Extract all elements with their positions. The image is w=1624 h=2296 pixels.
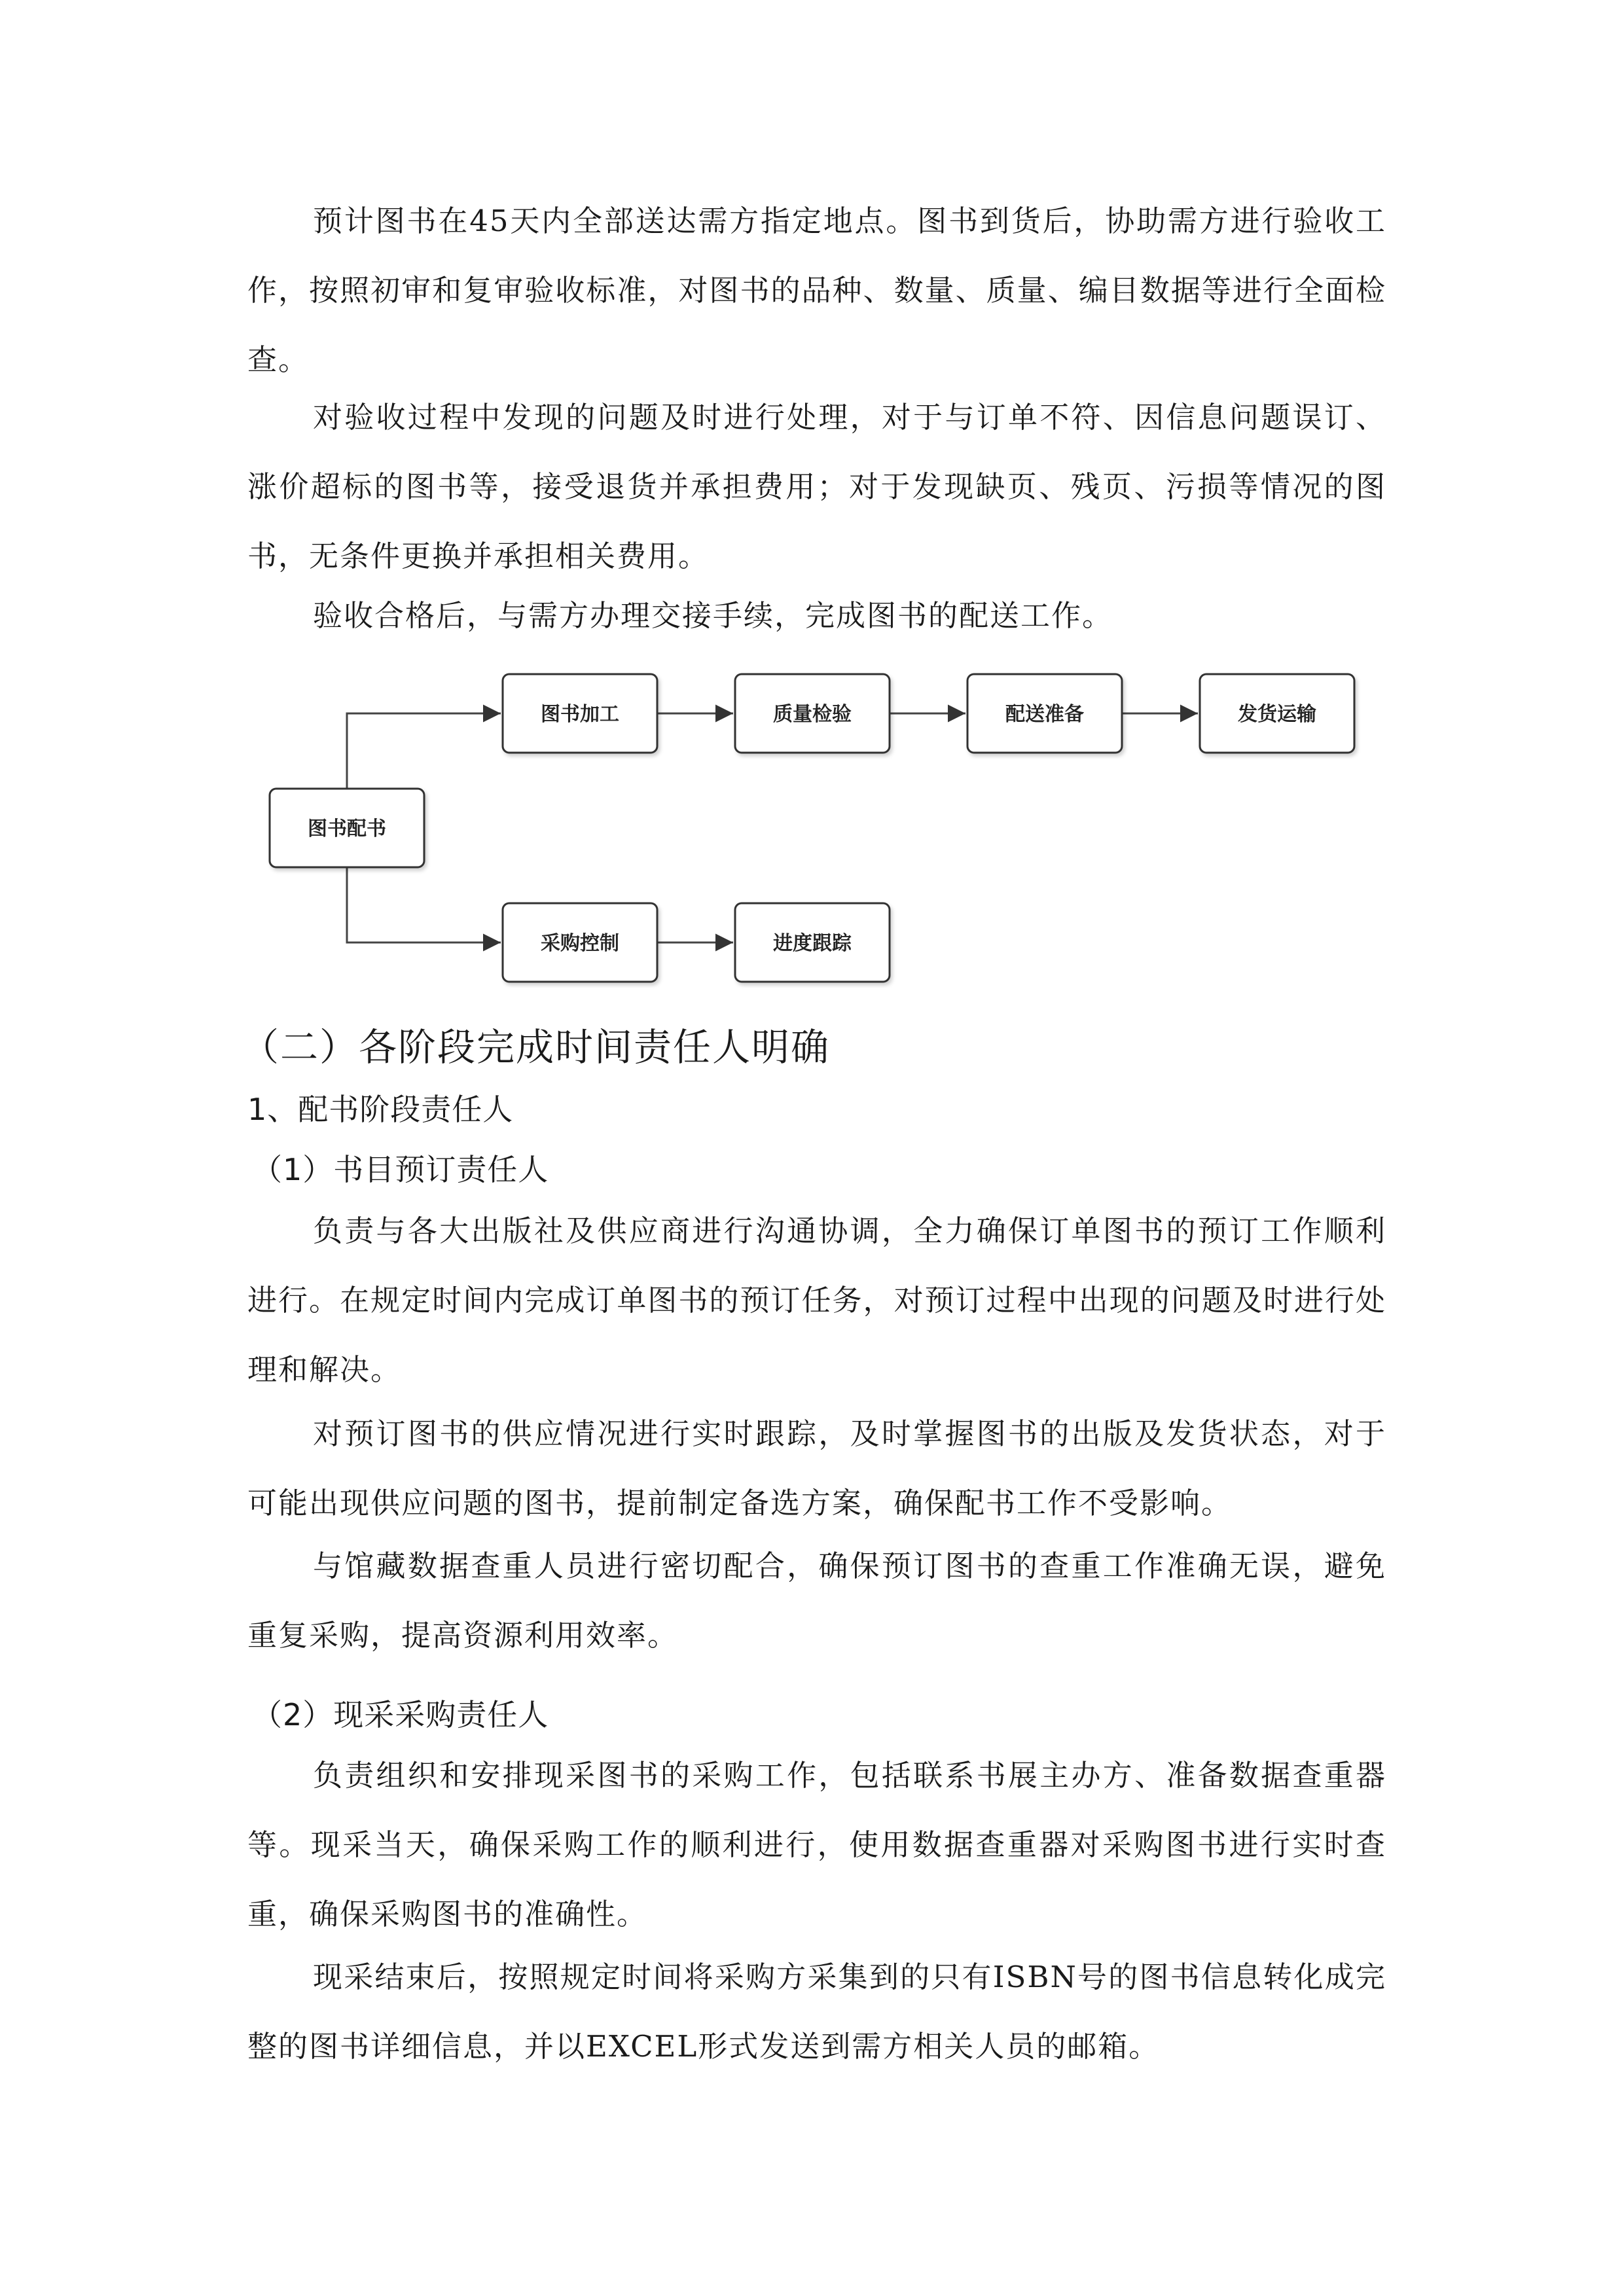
flow-node-root-label: 图书配书 (308, 817, 386, 840)
item-2-heading: （2）现采采购责任人 (252, 1697, 549, 1732)
subsection-heading: 1、配书阶段责任人 (247, 1092, 514, 1127)
book-distribution-flowchart (262, 661, 1375, 1001)
flow-node-shipping (1200, 674, 1354, 753)
item-1-paragraph-1: 负责与各大出版社及供应商进行沟通协调，全力确保订单图书的预订工作顺利进行。在规定时间内完成订单图书的预订任务，对预订过程中出现的问题及时进行处理和解决。 (247, 1213, 1386, 1387)
flow-node-inspection (735, 674, 890, 753)
flow-node-tracking-label: 进度跟踪 (773, 932, 852, 955)
flow-node-inspection-label: 质量检验 (773, 703, 852, 726)
flow-node-shipping-label: 发货运输 (1238, 703, 1316, 726)
item-2-paragraph-2: 现采结束后，按照规定时间将采购方采集到的只有ISBN号的图书信息转化成完整的图书详细信息，并以EXCEL形式发送到需方相关人员的邮箱。 (247, 1960, 1386, 2064)
flow-node-procurement (503, 903, 657, 982)
connector-root-to-procurement (347, 867, 501, 942)
item-1-paragraph-2: 对预订图书的供应情况进行实时跟踪，及时掌握图书的出版及发货状态，对于可能出现供应问题的图书，提前制定备选方案，确保配书工作不受影响。 (247, 1416, 1386, 1520)
paragraph-handover: 验收合格后，与需方办理交接手续，完成图书的配送工作。 (313, 598, 1113, 633)
connector-root-to-processing (347, 713, 501, 789)
flow-node-preparation (967, 674, 1122, 753)
item-1-heading: （1）书目预订责任人 (252, 1152, 549, 1187)
flow-node-tracking (735, 903, 890, 982)
section-heading: （二）各阶段完成时间责任人明确 (241, 1025, 831, 1069)
item-1-paragraph-3: 与馆藏数据查重人员进行密切配合，确保预订图书的查重工作准确无误，避免重复采购，提高资源利用效率。 (247, 1549, 1386, 1653)
flow-node-root (270, 789, 424, 867)
paragraph-delivery-acceptance: 预计图书在45天内全部送达需方指定地点。图书到货后，协助需方进行验收工作，按照初审和复审验收标准，对图书的品种、数量、质量、编目数据等进行全面检查。 (247, 204, 1386, 377)
flow-node-processing-label: 图书加工 (541, 703, 619, 726)
flow-node-processing (503, 674, 657, 753)
flow-node-preparation-label: 配送准备 (1005, 703, 1084, 726)
flow-node-procurement-label: 采购控制 (541, 932, 619, 955)
item-2-paragraph-1: 负责组织和安排现采图书的采购工作，包括联系书展主办方、准备数据查重器等。现采当天，确保采购工作的顺利进行，使用数据查重器对采购图书进行实时查重，确保采购图书的准确性。 (247, 1758, 1386, 1931)
paragraph-problem-handling: 对验收过程中发现的问题及时进行处理，对于与订单不符、因信息问题误订、涨价超标的图书等，接受退货并承担费用；对于发现缺页、残页、污损等情况的图书，无条件更换并承担相关费用。 (247, 400, 1386, 573)
